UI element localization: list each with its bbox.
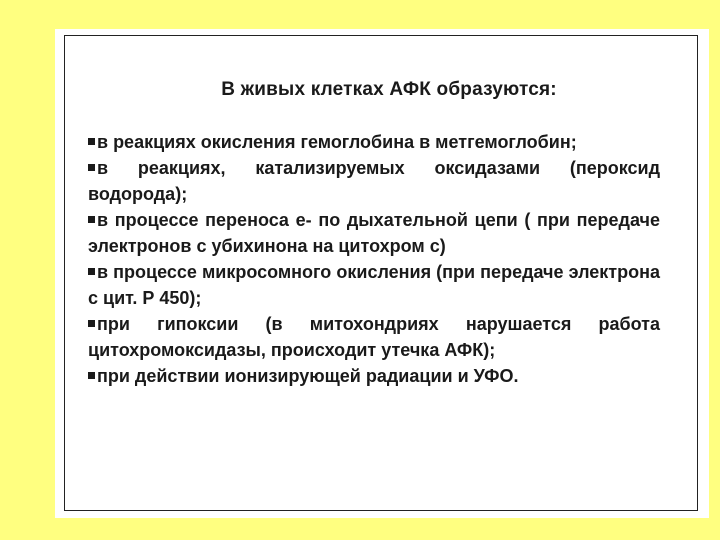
list-item [88,363,660,389]
bullet-icon [88,164,95,171]
list-item [88,129,660,155]
list-item [88,207,660,259]
bullet-icon [88,372,95,379]
list-item-text: в реакциях, катализируемых оксидазами (пероксид водорода); [88,158,660,204]
slide-title: В живых клетках АФК образуются: [221,79,557,100]
bullet-icon [88,320,95,327]
slide-card [55,29,709,518]
list-item-text: в процессе переноса е- по дыхательной цепи ( при передаче электронов с убихинона на цитохром с) [88,210,660,256]
list-item-text: в реакциях окисления гемоглобина в метгемоглобин; [97,132,577,152]
list-item [88,155,660,207]
list-item-text: в процессе микросомного окисления (при передаче электрона с цит. Р 450); [88,262,660,308]
list-item-text: при действии ионизирующей радиации и УФО. [97,366,519,386]
list-item-text: при гипоксии (в митохондриях нарушается работа цитохромоксидазы, происходит утечка АФК); [88,314,660,360]
bullet-icon [88,268,95,275]
bullet-icon [88,216,95,223]
bullet-list [88,129,660,389]
list-item [88,311,660,363]
bullet-icon [88,138,95,145]
list-item [88,259,660,311]
